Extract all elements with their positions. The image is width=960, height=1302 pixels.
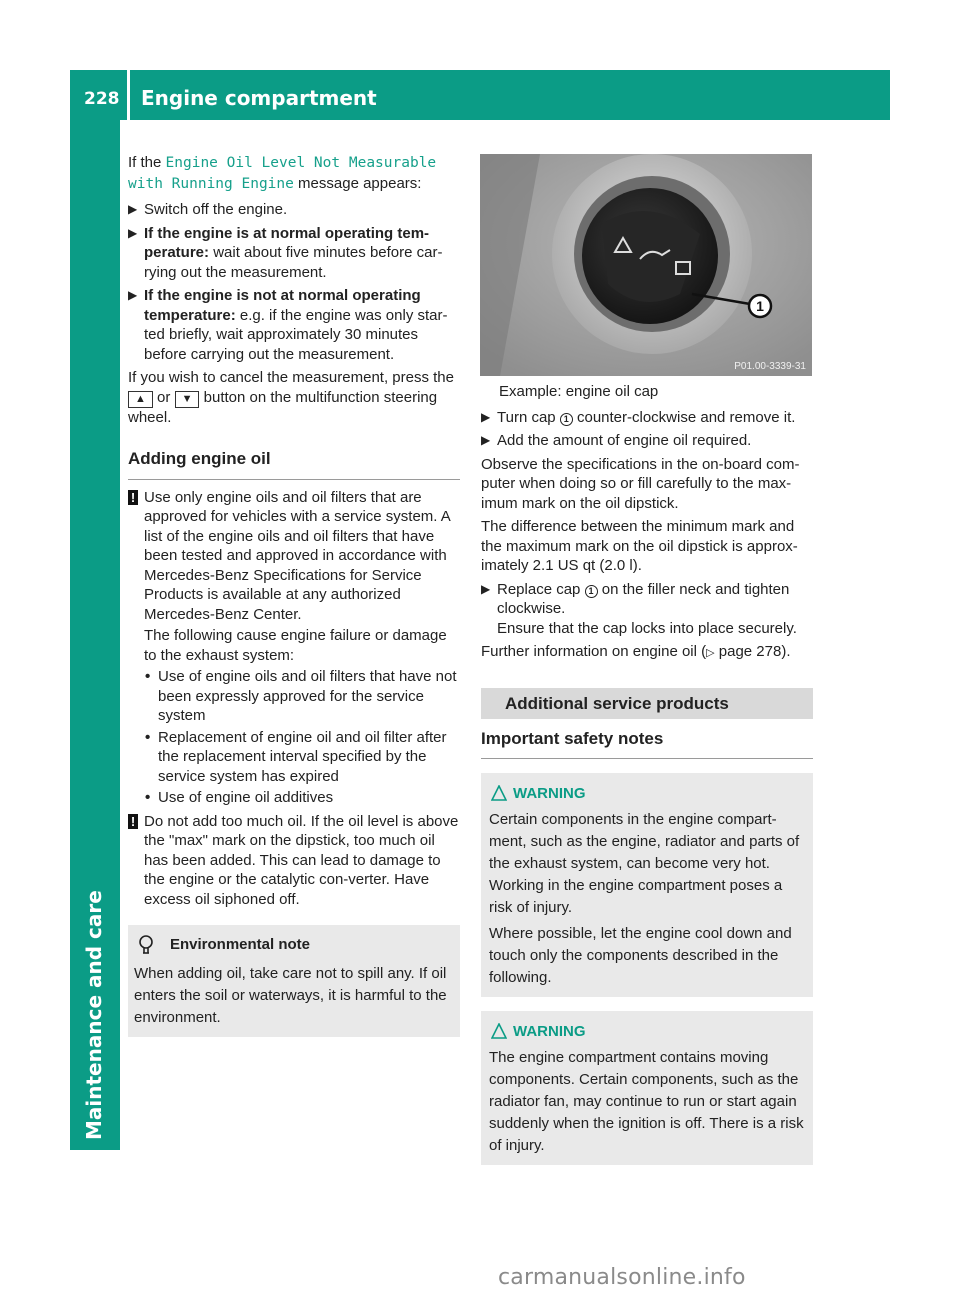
notice-text: The following cause engine failure or damage to the exhaust system:	[144, 627, 447, 664]
specification-paragraph: Observe the specifications in the on-board com-puter when doing so or fill carefully to the max-imum mark on the oil dipstick.	[481, 455, 800, 512]
bullet-icon: •	[145, 728, 151, 746]
list-item	[144, 667, 460, 726]
callout-ref-icon: 1	[585, 585, 598, 598]
left-column	[128, 153, 460, 1037]
heading-adding-oil: Adding engine oil	[128, 449, 460, 480]
environmental-note-heading	[134, 935, 454, 955]
notice-text: Use only engine oils and oil filters that are approved for vehicles with a service system. A list of the engine oils and oil filters that have been tested and approved in accordance with Mercedes-Benz Specifications for Service Products is available at any authorized Mercedes-Benz Center.	[144, 488, 450, 623]
notice-approved-oils	[128, 488, 460, 808]
environmental-note-title: Environmental note	[170, 936, 311, 953]
warning-title: WARNING	[513, 1022, 586, 1040]
lightbulb-icon	[136, 934, 156, 956]
intro-paragraph	[128, 153, 460, 194]
cancel-paragraph	[128, 368, 460, 427]
warning-triangle-icon	[491, 1023, 507, 1039]
callout-number: 1	[756, 298, 764, 314]
step-text: wait about five minutes before car-rying out the measurement.	[144, 244, 443, 281]
step-text: Add the amount of engine oil required.	[497, 432, 752, 449]
warning-triangle-icon	[491, 785, 507, 801]
further-info-paragraph	[481, 642, 813, 664]
step-text: Switch off the engine.	[144, 201, 288, 218]
step-normal-temp	[128, 224, 460, 283]
side-tab-label: Maintenance and care	[82, 890, 106, 1140]
warning-text: The engine compartment contains moving components. Certain components, such as the radiator fan, may continue to run or start again suddenly when the ignition is off. There is a risk of injury.	[489, 1048, 804, 1154]
step-arrow-icon: ▶	[481, 581, 491, 596]
display-message-2: with Running Engine	[128, 175, 294, 192]
warning-title: WARNING	[513, 784, 586, 802]
oil-cap-photo	[480, 154, 812, 376]
step-bold-text: If the engine is not at normal operating temperature:	[144, 287, 421, 324]
list-item	[144, 728, 460, 787]
key-down-icon: ▼	[175, 391, 200, 408]
exclamation-icon: !	[128, 490, 138, 505]
exclamation-icon: !	[128, 814, 138, 829]
step-add-oil	[481, 431, 813, 451]
intro-suffix: message appears:	[293, 174, 422, 192]
list-item	[144, 788, 460, 808]
list-item-text: Replacement of engine oil and oil filter after the replacement interval specified by the service system has expired	[158, 728, 447, 785]
bullet-icon: •	[145, 789, 151, 806]
warning-heading	[489, 783, 805, 805]
step-not-normal-temp	[128, 286, 460, 364]
step-bold-text: If the engine is at normal operating tem-perature:	[144, 224, 430, 261]
photo-caption: Example: engine oil cap	[499, 383, 659, 400]
notice-too-much-oil	[128, 812, 460, 910]
callout-ref-icon: 1	[560, 413, 573, 426]
notice-text: Do not add too much oil. If the oil level is above the "max" mark on the dipstick, too much oil has been added. This can lead to damage to the engine or the catalytic con-verter. Have excess oil siphoned off.	[144, 812, 459, 908]
photo-code: P01.00-3339-31	[734, 361, 806, 372]
step-text: Replace cap	[497, 580, 585, 598]
warning-box-hot-components	[481, 773, 813, 997]
step-arrow-icon: ▶	[481, 433, 491, 447]
step-arrow-icon: ▶	[481, 409, 491, 424]
step-text: e.g. if the engine was only star-ted briefly, wait approximately 30 minutes before carrying out the measurement.	[144, 306, 448, 363]
cancel-text: button on the multifunction steering wheel.	[128, 388, 438, 426]
bullet-icon: •	[145, 668, 151, 685]
section-title: Engine compartment	[141, 86, 377, 110]
warning-text: Certain components in the engine compart-ment, such as the engine, radiator and parts of the exhaust system, can become very hot. Working in the engine compartment poses a risk of injury.	[489, 810, 800, 916]
dipstick-paragraph: The difference between the minimum mark and the maximum mark on the oil dipstick is approx-imately 2.1 US qt (2.0 l).	[481, 518, 798, 574]
step-text: Ensure that the cap locks into place securely.	[497, 619, 797, 637]
page-ref-link[interactable]: page 278).	[714, 643, 791, 660]
cancel-text: If you wish to cancel the measurement, press the	[128, 369, 454, 386]
further-info-text: Further information on engine oil (	[481, 643, 707, 660]
list-item-text: Use of engine oil additives	[158, 789, 334, 806]
step-text: counter-clockwise and remove it.	[572, 408, 796, 426]
environmental-note-text: When adding oil, take care not to spill any. If oil enters the soil or waterways, it is harmful to the environment.	[134, 964, 447, 1026]
intro-prefix: If the	[128, 154, 166, 171]
step-text: on the filler neck and tighten clockwise.	[497, 580, 790, 617]
warning-text: Where possible, let the engine cool down and touch only the components described in the following.	[489, 924, 792, 986]
watermark: carmanualsonline.info	[498, 1265, 746, 1290]
right-column	[481, 382, 813, 1165]
step-turn-cap	[481, 408, 813, 428]
heading-safety-notes: Important safety notes	[481, 729, 813, 759]
cancel-or: or	[152, 388, 175, 406]
page-ref-arrow-icon: ▷	[706, 647, 715, 659]
step-arrow-icon: ▶	[128, 288, 138, 302]
step-text: Turn cap	[497, 408, 560, 426]
key-up-icon: ▲	[128, 391, 153, 408]
warning-box-moving-components	[481, 1011, 813, 1165]
display-message-1: Engine Oil Level Not Measurable	[165, 155, 437, 171]
step-replace-cap	[481, 580, 813, 639]
list-item-text: Use of engine oils and oil filters that have not been expressly approved for the service system	[158, 668, 457, 724]
step-arrow-icon: ▶	[128, 202, 138, 216]
step-arrow-icon: ▶	[128, 225, 138, 240]
page-number: 228	[84, 89, 120, 109]
section-band-additional-products: Additional service products	[481, 688, 813, 720]
header-divider	[127, 70, 130, 120]
step-switch-off	[128, 200, 460, 220]
environmental-note	[128, 925, 460, 1037]
warning-heading	[489, 1021, 805, 1043]
